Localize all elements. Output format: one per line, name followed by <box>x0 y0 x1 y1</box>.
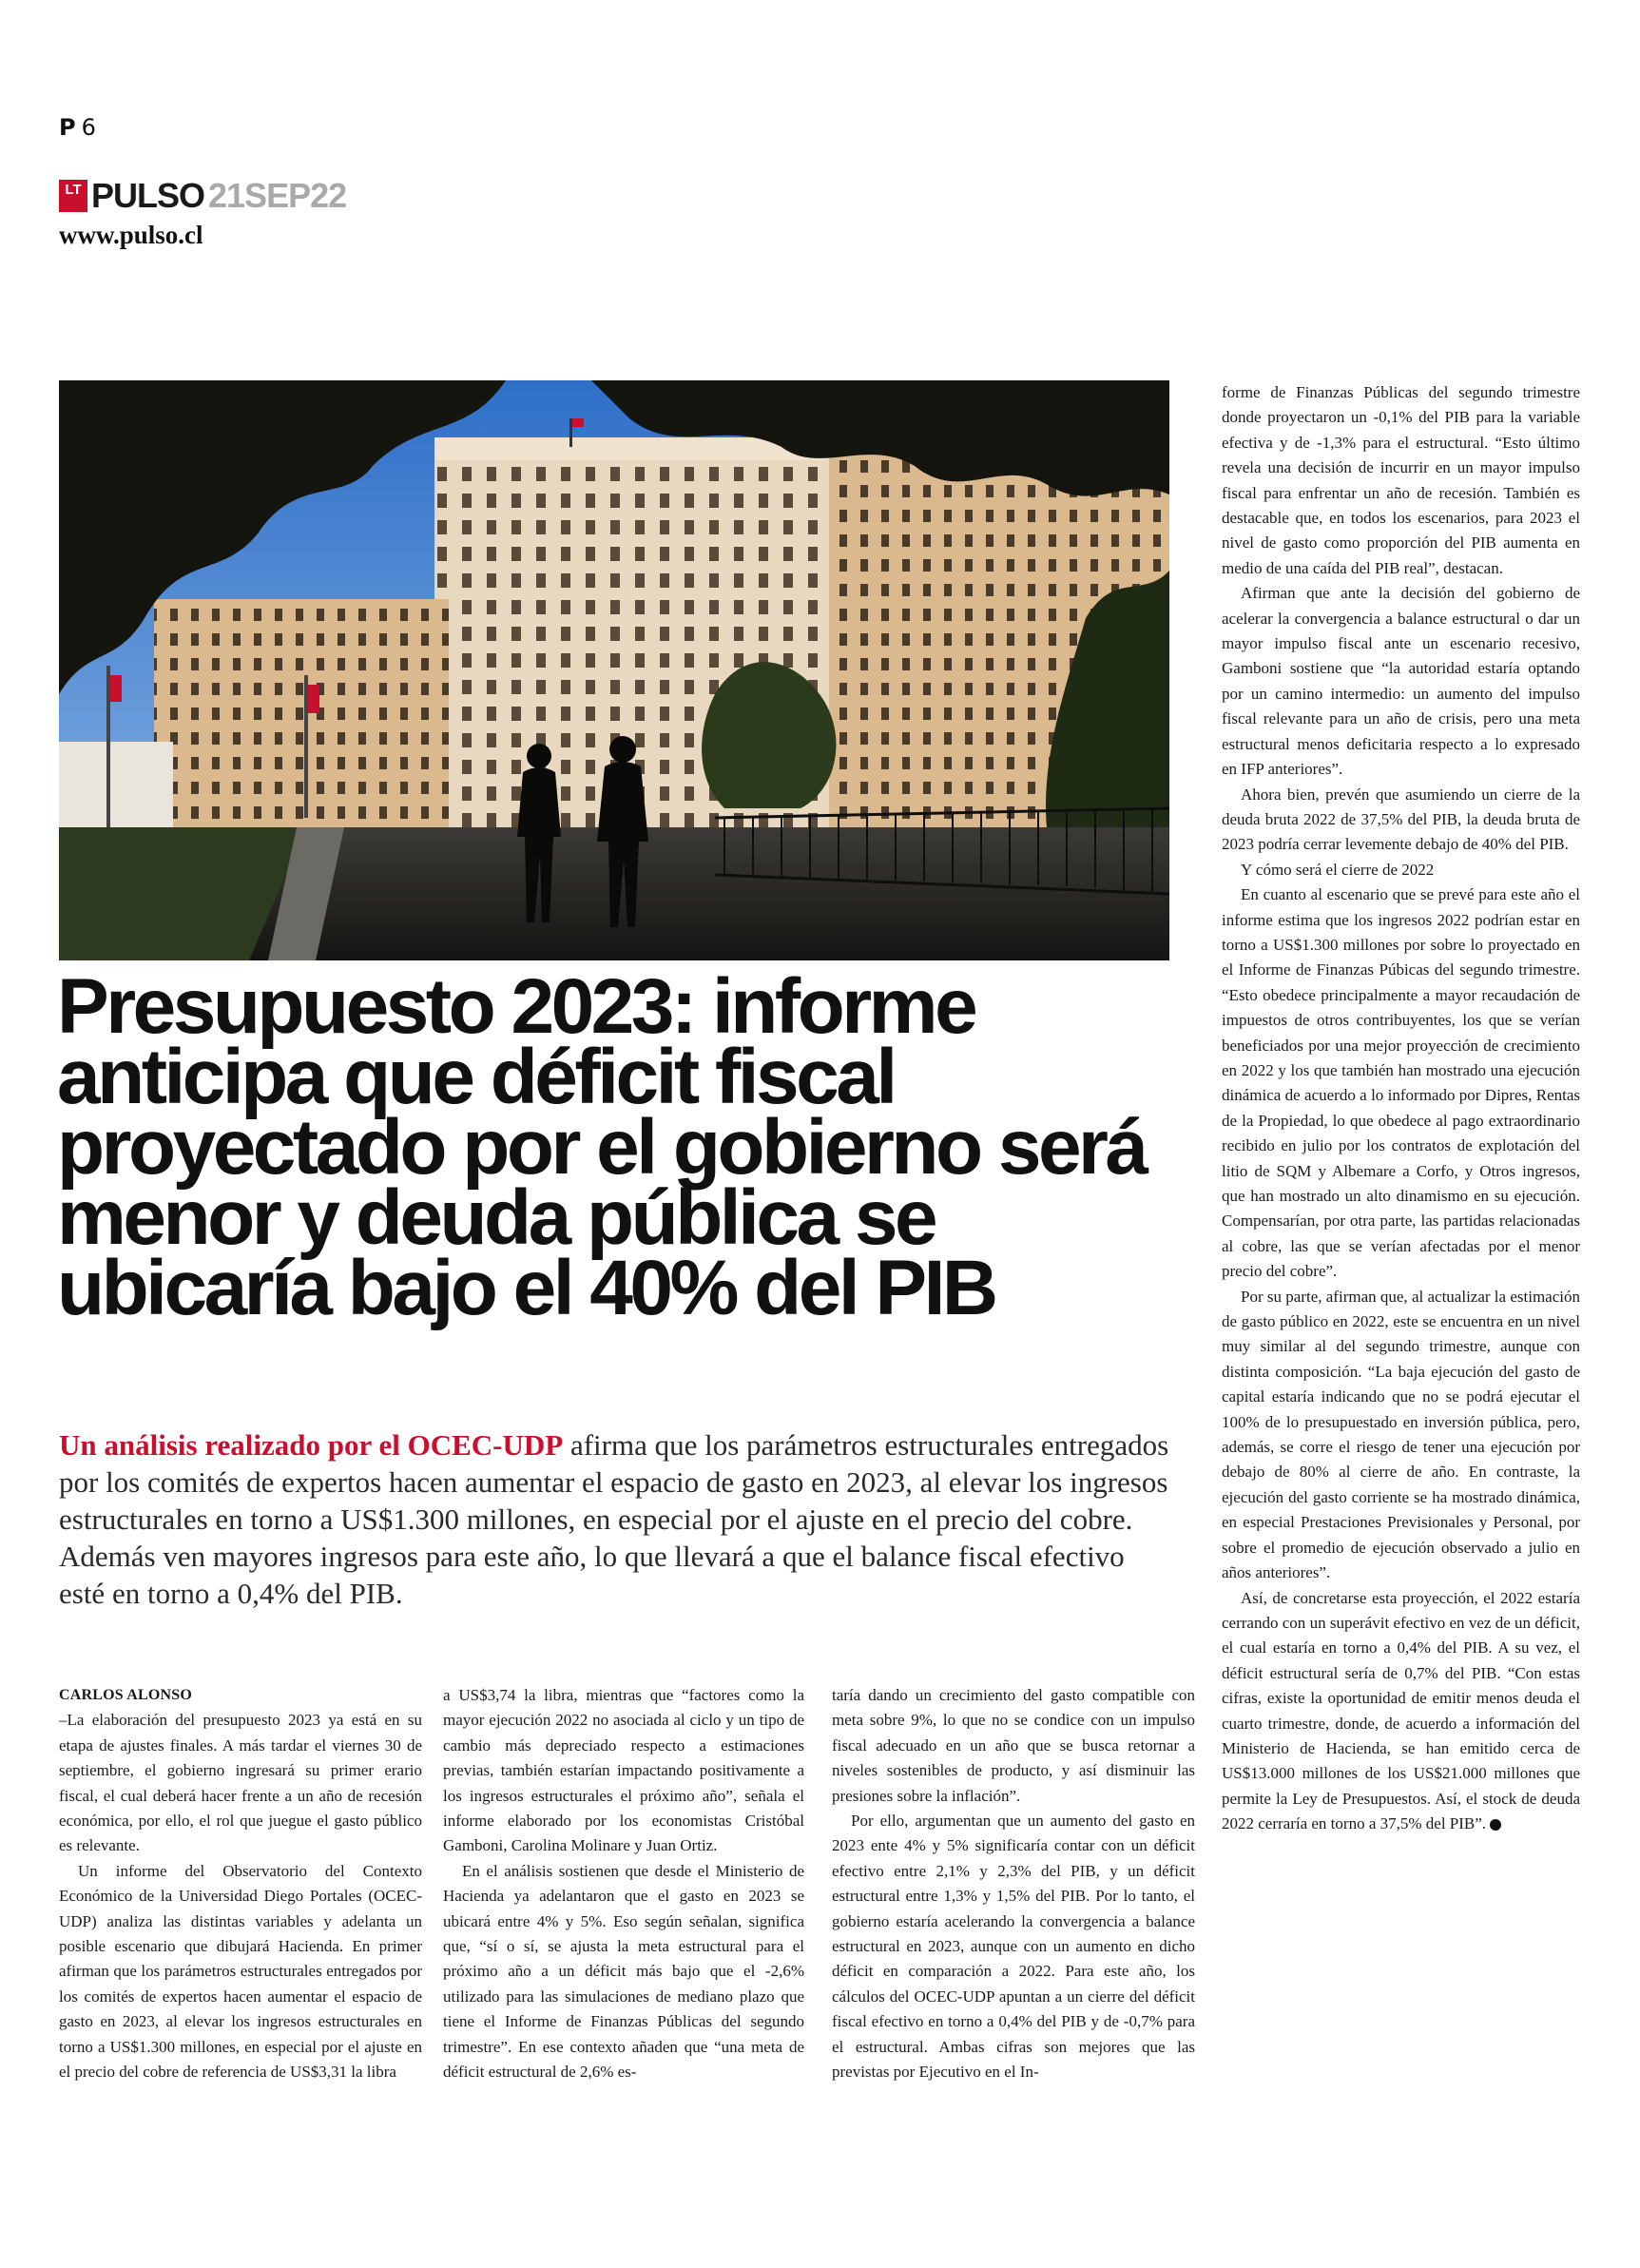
lt-logo-icon: LT <box>59 180 87 212</box>
column-3 <box>832 1683 1195 2085</box>
paragraph: En cuanto al escenario que se prevé para este año el informe estima que los ingresos 2022 podrían estar en torno a US$1.300 millones por sobre lo proyectado en el Informe de Finanzas Púbicas del segundo trimestre. “Esto obedece principalmente a mayor recaudación de impuestos de otros contribuyentes, los que se verían beneficiados por una mejor proyección de crecimiento en 2022 y los que también han mostrado una ejecución dinámica de acuerdo a lo informado por Dipres, Rentas de la Propiedad, lo que obedece al pago extraordinario recibido en julio por los contratos de explotación del litio de SQM y Albemare a Corfo, y Otros ingresos, que han mostrado un alto dinamismo en su ejecución. Compensarían, por otra parte, las partidas relacionadas al cobre, las que se verían afectadas por el menor precio del cobre”. <box>1222 885 1580 1281</box>
byline: CARLOS ALONSO <box>59 1687 192 1703</box>
masthead <box>59 177 346 215</box>
page-number-value: 6 <box>81 114 96 141</box>
column-2 <box>443 1683 804 2085</box>
paragraph-text: Así, de concretarse esta proyección, el 2022 estaría cerrando con un superávit efectivo en vez de un déficit, el cual estaría en torno a 0,4% del PIB. A su vez, el déficit estructural sería de 0,7% del PIB. “Con estas cifras, existe la oportunidad de emitir menos deuda el cuarto trimestre, donde, de acuerdo a información del Ministerio de Hacienda, se han emitido cerca de US$13.000 millones de los US$21.000 millones que permite la Ley de Presupuestos. Así, el stock de deuda 2022 cerraría en torno a 37,5% del PIB”. <box>1222 1588 1580 1833</box>
paragraph: Afirman que ante la decisión del gobierno de acelerar la convergencia a balance estructural o dar un mayor impulso fiscal ante un escenario recesivo, Gamboni sostiene que “la autoridad estaría optando por un camino intermedio: un aumento del impulso fiscal relevante para un año de crisis, pero una meta estructural menos deficitaria respecto a lo expresado en IFP anteriores”. <box>1222 584 1580 779</box>
paragraph-last <box>1222 1586 1580 1837</box>
headline: Presupuesto 2023: informe anticipa que déficit fiscal proyectado por el gobierno será menor y deuda pública se ubicaría bajo el 40% del PIB <box>57 963 1146 1331</box>
paragraph: taría dando un crecimiento del gasto compatible con meta sobre 9%, lo que no se condice con un impulso fiscal adecuado en un año que se busca retornar a niveles sostenibles de producto, y así disminuir las presiones sobre la inflación”. <box>832 1686 1195 1805</box>
paragraph: Ahora bien, prevén que asumiendo un cierre de la deuda bruta 2022 de 37,5% del PIB, la deuda bruta de 2023 podría cerrar levemente debajo de 40% del PIB. <box>1222 785 1580 854</box>
page-number <box>59 114 96 141</box>
brand-name: PULSO <box>91 176 205 215</box>
standfirst-body: afirma que los parámetros estructurales entregados por los comités de expertos hacen aumentar el espacio de gasto en 2023, al elevar los ingresos estructurales en torno a US$1.300 millones, en especial por el ajuste en el precio del cobre. Además ven mayores ingresos para este año, lo que llevará a que el balance fiscal efectivo esté en torno a 0,4% del PIB. <box>59 1428 1169 1610</box>
subheading: Y cómo será el cierre de 2022 <box>1241 860 1435 879</box>
paragraph: a US$3,74 la libra, mientras que “factores como la mayor ejecución 2022 no asociada al ciclo y un tipo de cambio más depreciado respecto a estimaciones previas, también estarían impactando positivamente a los ingresos estructurales el próximo año”, señala el informe elaborado por los economistas Cristóbal Gamboni, Carolina Molinare y Juan Ortiz. <box>443 1686 804 1855</box>
end-mark-icon <box>1490 1819 1501 1831</box>
paragraph: forme de Finanzas Públicas del segundo trimestre donde proyectaron un -0,1% del PIB para la variable efectiva y de -1,3% para el estructural. “Esto último revela una decisión de incurrir en un mayor impulso fiscal para enfrentar un año de recesión. También es destacable que, en todos los escenarios, para 2023 el nivel de gasto como proporción del PIB aumenta en medio de una caída del PIB real”, destacan. <box>1222 383 1580 577</box>
column-4 <box>1222 380 1580 1837</box>
paragraph: Por su parte, afirman que, al actualizar la estimación de gasto público en 2022, este se encuentra en un nivel muy similar al del segundo trimestre, aunque con distinta composición. “La baja ejecución del gasto de capital estaría indicando que no se podrá ejecutar el 100% de lo presupuestado en inversión pública, pero, además, se corre el riesgo de tener una ejecución por debajo de 80% al cierre de año. En contraste, la ejecución del gasto corriente se ha mostrado dinámica, en especial Prestaciones Previsionales y Personal, por sobre el promedio de ejecución observado a julio en años anteriores”. <box>1222 1287 1580 1582</box>
standfirst-lead: Un análisis realizado por el OCEC-UDP <box>59 1428 564 1462</box>
paragraph: –La elaboración del presupuesto 2023 ya está en su etapa de ajustes finales. A más tardar el viernes 30 de septiembre, el gobierno ingresará su primer erario fiscal, el cual deberá hacer frente a un año de recesión económica, por ello, el rol que juegue el gasto público es relevante. <box>59 1711 422 1855</box>
paragraph: En el análisis sostienen que desde el Ministerio de Hacienda ya adelantaron que el gasto en 2023 se ubicará entre 4% y 5%. Eso según señalan, significa que, “sí o sí, se ajusta la meta estructural para el próximo año a un déficit más bajo que el -2,6% utilizado para las simulaciones de mediano plazo que tiene el Informe de Finanzas Públicas del segundo trimestre”. En ese contexto añaden que “una meta de déficit estructural de 2,6% es- <box>443 1861 804 2082</box>
edition-date: 21SEP22 <box>208 176 347 215</box>
site-url: www.pulso.cl <box>59 221 203 249</box>
column-1 <box>59 1683 422 2085</box>
page-prefix: P <box>59 114 76 141</box>
government-building-photo <box>59 380 1169 960</box>
paragraph: Un informe del Observatorio del Contexto Económico de la Universidad Diego Portales (OCEC-UDP) analiza las distintas variables y adelanta un posible escenario que dibujará Hacienda. En primer afirman que los parámetros estructurales entregados por los comités de expertos hacen aumentar el espacio de gasto en 2023, al elevar los ingresos estructurales en torno a US$1.300 millones, en especial por el ajuste en el precio del cobre de referencia de US$3,31 la libra <box>59 1861 422 2082</box>
paragraph: Por ello, argumentan que un aumento del gasto en 2023 ente 4% y 5% significaría contar con un déficit efectivo entre 2,1% y 2,3% del PIB, y un déficit estructural entre 1,3% y 1,5% del PIB. Por lo tanto, el gobierno estaría acelerando la convergencia a balance estructural en 2023, aunque con un aumento en dicho déficit en comparación a 2022. Para este año, los cálculos del OCEC-UDP apuntan a un cierre del déficit fiscal efectivo en torno a 0,4% del PIB y de -0,7% para el estructural. Ambas cifras son mejores que las previstas por Ejecutivo en el In- <box>832 1812 1195 2082</box>
standfirst <box>59 1426 1171 1612</box>
